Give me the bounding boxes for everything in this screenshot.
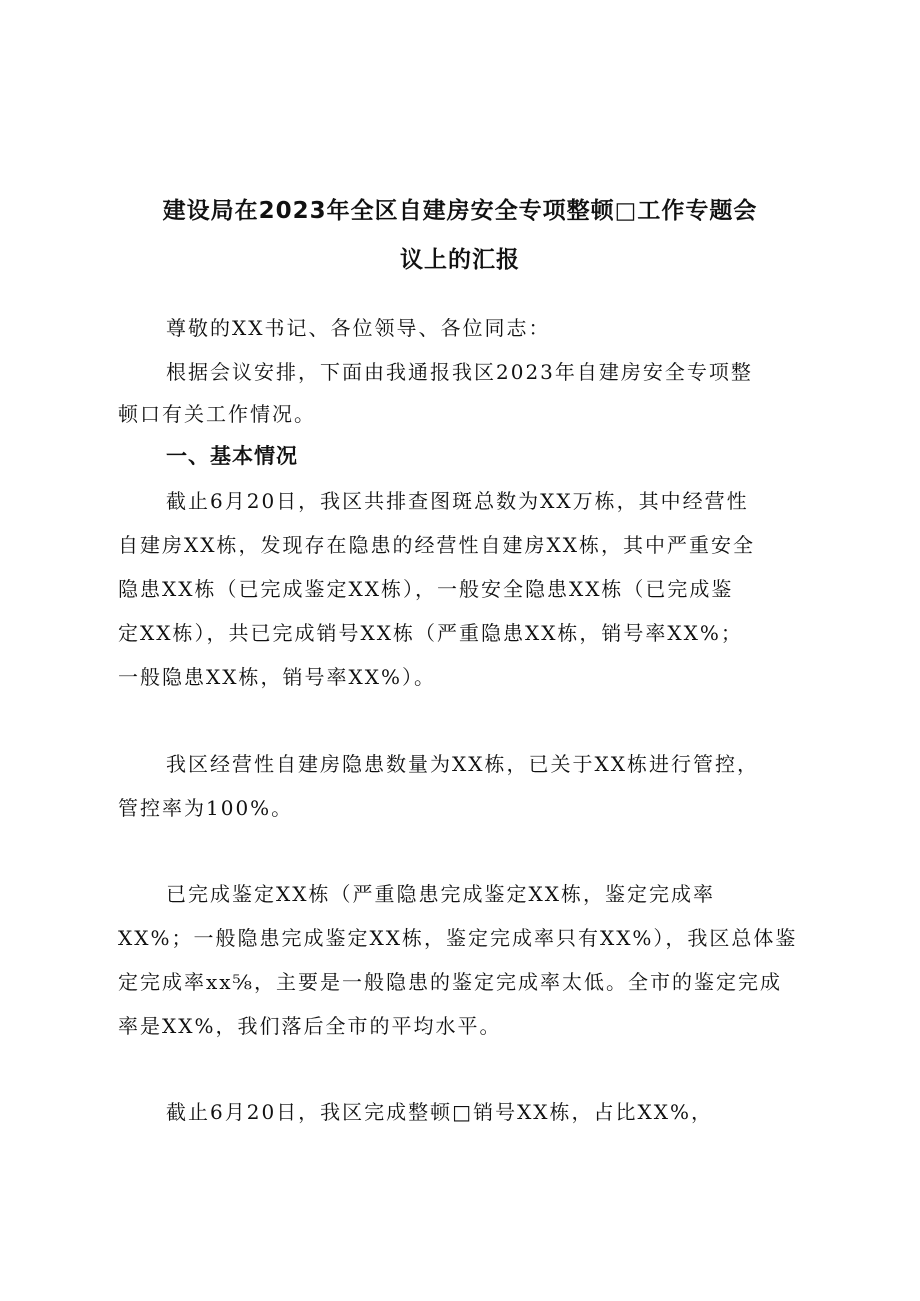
- intro-line-1: 根据会议安排，下面由我通报我区2023年自建房安全专项整: [166, 360, 753, 384]
- salutation: 尊敬的XX书记、各位领导、各位同志：: [166, 316, 551, 340]
- para2-line-1: 我区经营性自建房隐患数量为XX栋，已关于XX栋进行管控，: [166, 752, 759, 776]
- para1-line-1: 截止6月20日，我区共排查图斑总数为XX万栋，其中经营性: [166, 489, 749, 513]
- para3-line-4: 率是XX%，我们落后全市的平均水平。: [118, 1014, 502, 1038]
- para1-line-2: 自建房XX栋，发现存在隐患的经营性自建房XX栋，其中严重安全: [118, 533, 755, 557]
- para3-line-2: XX%；一般隐患完成鉴定XX栋，鉴定完成率只有XX%），我区总体鉴: [118, 926, 798, 950]
- para3-line-1: 已完成鉴定XX栋（严重隐患完成鉴定XX栋，鉴定完成率: [166, 882, 715, 906]
- document-title-line-1: 建设局在2023年全区自建房安全专项整顿□工作专题会: [162, 198, 758, 224]
- para1-line-5: 一般隐患XX栋，销号率XX%）。: [118, 665, 436, 689]
- intro-line-2: 顿口有关工作情况。: [118, 402, 316, 426]
- para2-line-2: 管控率为100%。: [118, 796, 294, 820]
- para4-line-1: 截止6月20日，我区完成整顿□销号XX栋，占比XX%，: [166, 1100, 714, 1124]
- para3-line-3: 定完成率xx⅝，主要是一般隐患的鉴定完成率太低。全市的鉴定完成: [118, 970, 782, 994]
- para1-line-3: 隐患XX栋（已完成鉴定XX栋），一般安全隐患XX栋（已完成鉴: [118, 577, 734, 601]
- document-title-line-2: 议上的汇报: [400, 247, 520, 273]
- para1-line-4: 定XX栋），共已完成销号XX栋（严重隐患XX栋，销号率XX%；: [118, 621, 743, 645]
- section-heading-basic-situation: 一、基本情况: [166, 444, 298, 468]
